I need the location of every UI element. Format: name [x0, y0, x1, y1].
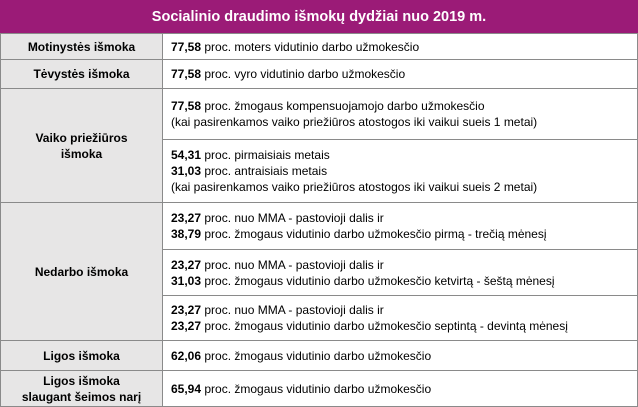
benefit-label [1, 34, 163, 60]
benefit-description: proc. žmogaus vidutinio darbo užmokesčio ketvirtą - šeštą mėnesį [201, 273, 555, 288]
benefit-label [1, 203, 163, 341]
benefit-label-line: Ligos išmoka [43, 348, 120, 363]
benefit-value [163, 60, 638, 89]
benefit-description: proc. žmogaus vidutinio darbo užmokesčio pirmą - trečią mėnesį [201, 227, 547, 241]
benefit-value [163, 250, 638, 296]
benefit-percent: 23,27 [171, 211, 202, 225]
benefit-value-line [171, 348, 631, 364]
benefit-value-line [171, 163, 631, 179]
benefit-description: proc. antraisiais metais [201, 164, 328, 178]
table-title: Socialinio draudimo išmokų dydžiai nuo 2019 m. [0, 0, 638, 33]
benefit-percent: 62,06 [171, 348, 202, 363]
benefit-description: proc. nuo MMA - pastovioji dalis ir [201, 257, 384, 272]
benefit-value-line [171, 273, 631, 289]
benefit-label [1, 60, 163, 89]
table-row [1, 203, 638, 250]
benefit-percent: 77,58 [171, 99, 202, 113]
benefit-description: (kai pasirenkamos vaiko priežiūros atostogos iki vaikui sueis 1 metai) [171, 115, 538, 129]
benefit-description: proc. žmogaus vidutinio darbo užmokesčio septintą - devintą mėnesį [201, 319, 568, 333]
benefit-label [1, 89, 163, 203]
benefit-description: proc. vyro vidutinio darbo užmokesčio [201, 67, 406, 81]
benefit-value-line [171, 39, 631, 55]
benefit-value [163, 89, 638, 140]
benefit-percent: 38,79 [171, 227, 202, 241]
benefit-value-line [171, 318, 631, 334]
benefit-value-line [171, 66, 631, 82]
benefit-percent: 23,27 [171, 303, 202, 317]
benefit-label [1, 341, 163, 371]
benefit-value-line [171, 98, 631, 114]
benefit-label-line: išmoka [60, 146, 103, 161]
benefit-description: (kai pasirenkamos vaiko priežiūros atostogos iki vaikui sueis 2 metai) [171, 180, 538, 194]
benefit-percent: 23,27 [171, 319, 202, 333]
benefit-percent: 77,58 [171, 67, 202, 81]
benefit-percent: 31,03 [171, 273, 202, 288]
benefit-description: proc. moters vidutinio darbo užmokesčio [201, 39, 420, 54]
table-row [1, 60, 638, 89]
benefit-value [163, 140, 638, 203]
benefit-value-line [171, 147, 631, 163]
benefit-value-line [171, 381, 631, 397]
benefit-percent: 23,27 [171, 257, 202, 272]
benefit-value-line [171, 257, 631, 273]
benefit-value [163, 34, 638, 60]
benefit-value-line [171, 179, 631, 195]
benefit-label-line: Vaiko priežiūros [35, 130, 128, 145]
benefit-percent: 77,58 [171, 39, 202, 54]
benefit-label-line: Tėvystės išmoka [33, 67, 130, 81]
benefit-label-line: slaugant šeimos narį [21, 389, 142, 404]
benefit-value [163, 203, 638, 250]
benefit-description: proc. žmogaus vidutinio darbo užmokesčio [201, 348, 432, 363]
benefit-percent: 65,94 [171, 381, 202, 396]
benefit-percent: 54,31 [171, 148, 202, 162]
benefit-value-line [171, 210, 631, 226]
benefit-label-line: Motinystės išmoka [27, 39, 136, 54]
benefit-label [1, 371, 163, 407]
benefit-description: proc. nuo MMA - pastovioji dalis ir [201, 303, 384, 317]
benefit-description: proc. nuo MMA - pastovioji dalis ir [201, 211, 384, 225]
benefits-table-body [1, 34, 638, 407]
benefit-value-line [171, 226, 631, 242]
benefit-description: proc. žmogaus kompensuojamojo darbo užmokesčio [201, 99, 485, 113]
benefit-description: proc. pirmaisiais metais [201, 148, 330, 162]
benefit-value-line [171, 114, 631, 130]
table-row [1, 34, 638, 60]
table-row [1, 341, 638, 371]
benefit-value [163, 371, 638, 407]
table-row [1, 89, 638, 140]
benefit-label-line: Nedarbo išmoka [34, 264, 129, 279]
benefit-label-line: Ligos išmoka [43, 373, 120, 388]
benefit-value-line [171, 302, 631, 318]
benefit-description: proc. žmogaus vidutinio darbo užmokesčio [201, 381, 432, 396]
benefit-percent: 31,03 [171, 164, 202, 178]
benefits-table [0, 33, 638, 407]
benefit-value [163, 341, 638, 371]
table-row [1, 371, 638, 407]
benefit-value [163, 296, 638, 341]
